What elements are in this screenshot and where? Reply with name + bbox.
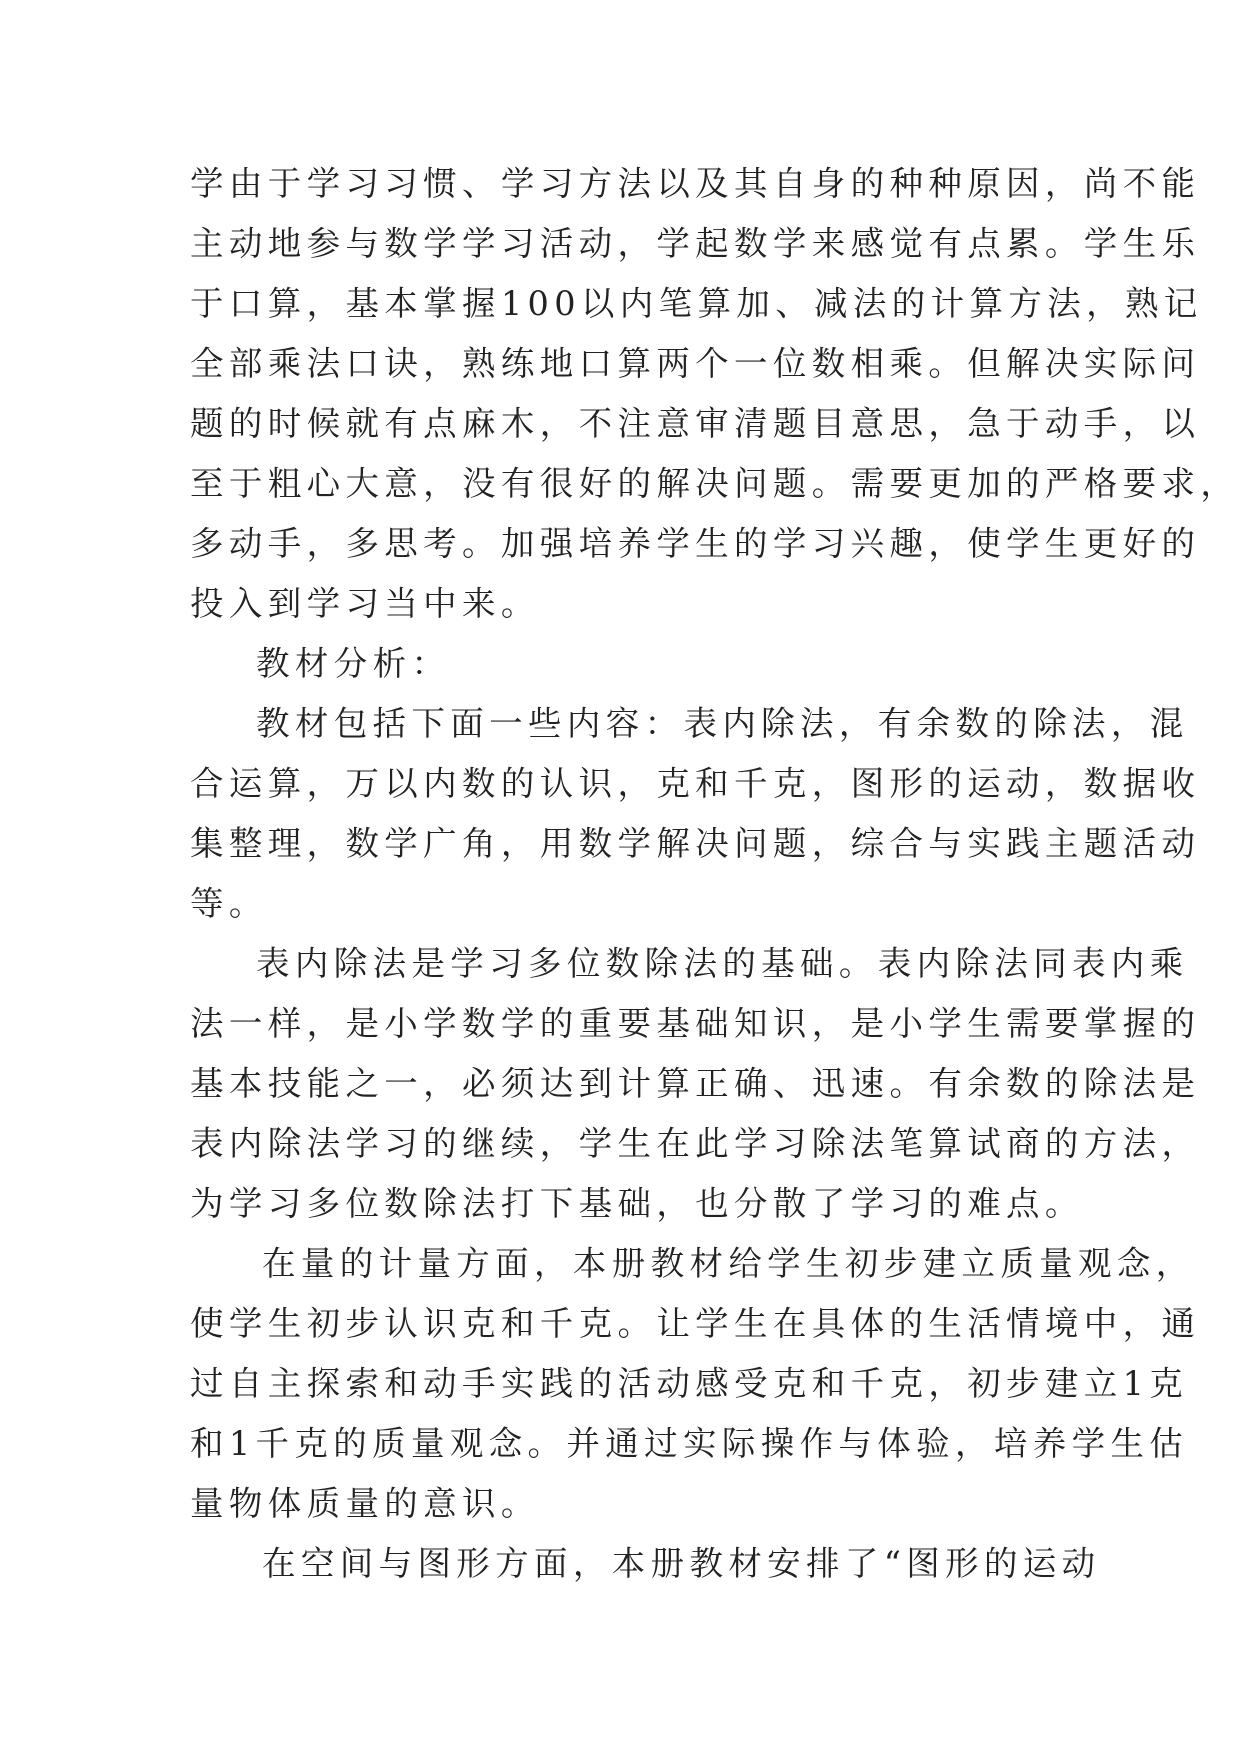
text-line: 投入到学习当中来。 bbox=[190, 584, 540, 623]
text-line: 基本技能之一，必须达到计算正确、迅速。有余数的除法是 bbox=[190, 1064, 1201, 1103]
text-line: 量物体质量的意识。 bbox=[190, 1484, 540, 1523]
text-line: 过自主探索和动手实践的活动感受克和千克，初步建立1克 bbox=[190, 1364, 1189, 1403]
text-line: 集整理，数学广角，用数学解决问题，综合与实践主题活动 bbox=[190, 824, 1201, 863]
text-line: 等。 bbox=[190, 884, 268, 923]
text-line: 法一样，是小学数学的重要基础知识，是小学生需要掌握的 bbox=[190, 1004, 1201, 1043]
text-line: 使学生初步认识克和千克。让学生在具体的生活情境中，通 bbox=[190, 1304, 1201, 1343]
text-line: 表内除法是学习多位数除法的基础。表内除法同表内乘 bbox=[256, 944, 1189, 983]
text-line: 在空间与图形方面，本册教材安排了“图形的运动 bbox=[262, 1544, 1101, 1583]
text-line: 主动地参与数学学习活动，学起数学来感觉有点累。学生乐 bbox=[190, 224, 1201, 263]
text-line: 全部乘法口诀，熟练地口算两个一位数相乘。但解决实际问 bbox=[190, 344, 1201, 383]
text-line: 学由于学习习惯、学习方法以及其自身的种种原因，尚不能 bbox=[190, 164, 1201, 203]
text-line: 为学习多位数除法打下基础，也分散了学习的难点。 bbox=[190, 1184, 1084, 1223]
text-line: 合运算，万以内数的认识，克和千克，图形的运动，数据收 bbox=[190, 764, 1201, 803]
text-line: 至于粗心大意，没有很好的解决问题。需要更加的严格要求， bbox=[190, 464, 1240, 503]
text-line: 于口算，基本掌握100以内笔算加、减法的计算方法，熟记 bbox=[190, 284, 1203, 323]
text-line: 教材包括下面一些内容：表内除法，有余数的除法，混 bbox=[256, 704, 1189, 743]
text-line: 在量的计量方面，本册教材给学生初步建立质量观念， bbox=[262, 1244, 1195, 1283]
text-line: 多动手，多思考。加强培养学生的学习兴趣，使学生更好的 bbox=[190, 524, 1201, 563]
text-line: 题的时候就有点麻木，不注意审清题目意思，急于动手，以 bbox=[190, 404, 1201, 443]
text-line: 和1千克的质量观念。并通过实际操作与体验，培养学生估 bbox=[190, 1424, 1189, 1463]
section-heading: 教材分析： bbox=[256, 644, 451, 683]
text-line: 表内除法学习的继续，学生在此学习除法笔算试商的方法， bbox=[190, 1124, 1201, 1163]
